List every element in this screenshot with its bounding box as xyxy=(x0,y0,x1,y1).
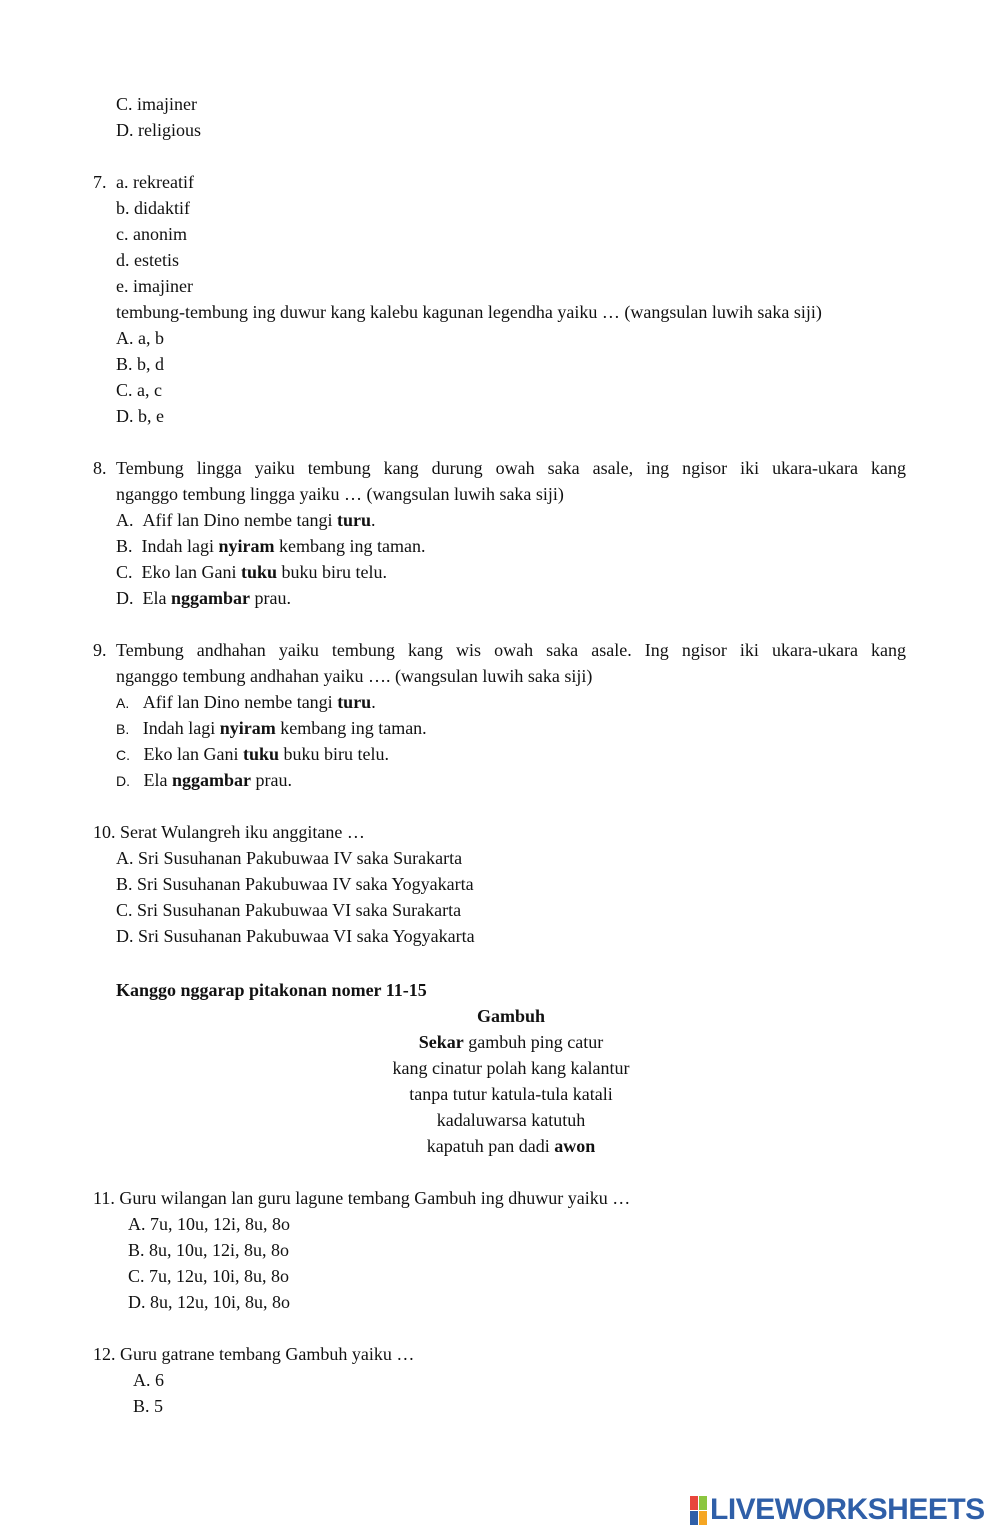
q11-option-c: C. 7u, 12u, 10i, 8u, 8o xyxy=(128,1266,290,1286)
q8-option-a: A. Afif lan Dino nembe tangi turu. xyxy=(116,510,376,530)
q8-option-c: C. Eko lan Gani tuku buku biru telu. xyxy=(116,562,388,582)
q10-question: 10. Serat Wulangreh iku anggitane … xyxy=(93,822,365,842)
q10-option-a: A. Sri Susuhanan Pakubuwaa IV saka Surakarta xyxy=(116,848,463,868)
liveworksheets-logo-icon xyxy=(690,1496,707,1525)
q11-option-b: B. 8u, 10u, 12i, 8u, 8o xyxy=(128,1240,290,1260)
poem-title: Gambuh xyxy=(476,1006,546,1026)
q12-option-b: B. 5 xyxy=(133,1396,164,1416)
q10-option-c: C. Sri Susuhanan Pakubuwaa VI saka Surakarta xyxy=(116,900,462,920)
q9-option-b: B. Indah lagi nyiram kembang ing taman. xyxy=(116,718,427,738)
q7-option-a: A. a, b xyxy=(116,328,164,348)
poem-line-4: kadaluwarsa katutuh xyxy=(436,1110,586,1130)
poem-line-1: Sekar gambuh ping catur xyxy=(418,1032,604,1052)
q11-question: 11. Guru wilangan lan guru lagune tembang Gambuh ing dhuwur yaiku … xyxy=(93,1188,631,1208)
poem-line-3: tanpa tutur katula-tula katali xyxy=(409,1084,613,1104)
q6-option-c: C. imajiner xyxy=(116,94,197,114)
q7-number: 7. xyxy=(93,172,107,192)
q7-question: tembung-tembung ing duwur kang kalebu kagunan legendha yaiku … (wangsulan luwih saka siji) xyxy=(116,302,822,322)
q8-question-line2: nganggo tembung lingga yaiku … (wangsulan luwih saka siji) xyxy=(116,484,564,504)
q11-option-a: A. 7u, 10u, 12i, 8u, 8o xyxy=(128,1214,290,1234)
poem-line-5: kapatuh pan dadi awon xyxy=(426,1136,596,1156)
q9-question-line2: nganggo tembung andhahan yaiku …. (wangsulan luwih saka siji) xyxy=(116,666,593,686)
liveworksheets-logo-text: LIVEWORKSHEETS xyxy=(710,1493,985,1526)
q10-option-d: D. Sri Susuhanan Pakubuwaa VI saka Yogyakarta xyxy=(116,926,475,946)
liveworksheets-logo xyxy=(690,1493,985,1527)
q9-option-c: C. Eko lan Gani tuku buku biru telu. xyxy=(116,744,390,764)
q8-option-b: B. Indah lagi nyiram kembang ing taman. xyxy=(116,536,426,556)
q9-question-line1: Tembung andhahan yaiku tembung kang wis owah saka asale. Ing ngisor iki ukara-ukara kang xyxy=(116,640,906,660)
q12-question: 12. Guru gatrane tembang Gambuh yaiku … xyxy=(93,1344,415,1364)
poem-line-2: kang cinatur polah kang kalantur xyxy=(392,1058,630,1078)
q7-item-b: b. didaktif xyxy=(116,198,190,218)
q9-option-d: D. Ela nggambar prau. xyxy=(116,770,292,790)
q9-number: 9. xyxy=(93,640,107,660)
q10-option-b: B. Sri Susuhanan Pakubuwaa IV saka Yogyakarta xyxy=(116,874,474,894)
q8-question-line1: Tembung lingga yaiku tembung kang durung owah saka asale, ing ngisor iki ukara-ukara kang xyxy=(116,458,906,478)
q12-option-a: A. 6 xyxy=(133,1370,164,1390)
q7-option-d: D. b, e xyxy=(116,406,164,426)
q7-option-c: C. a, c xyxy=(116,380,162,400)
q9-option-a: A. Afif lan Dino nembe tangi turu. xyxy=(116,692,376,712)
q7-item-d: d. estetis xyxy=(116,250,179,270)
q8-option-d: D. Ela nggambar prau. xyxy=(116,588,291,608)
poem-heading: Kanggo nggarap pitakonan nomer 11-15 xyxy=(116,980,427,1000)
q8-number: 8. xyxy=(93,458,107,478)
q11-option-d: D. 8u, 12u, 10i, 8u, 8o xyxy=(128,1292,290,1312)
q7-item-c: c. anonim xyxy=(116,224,187,244)
q7-item-a: a. rekreatif xyxy=(116,172,194,192)
q6-option-d: D. religious xyxy=(116,120,201,140)
q7-option-b: B. b, d xyxy=(116,354,165,374)
q7-item-e: e. imajiner xyxy=(116,276,193,296)
